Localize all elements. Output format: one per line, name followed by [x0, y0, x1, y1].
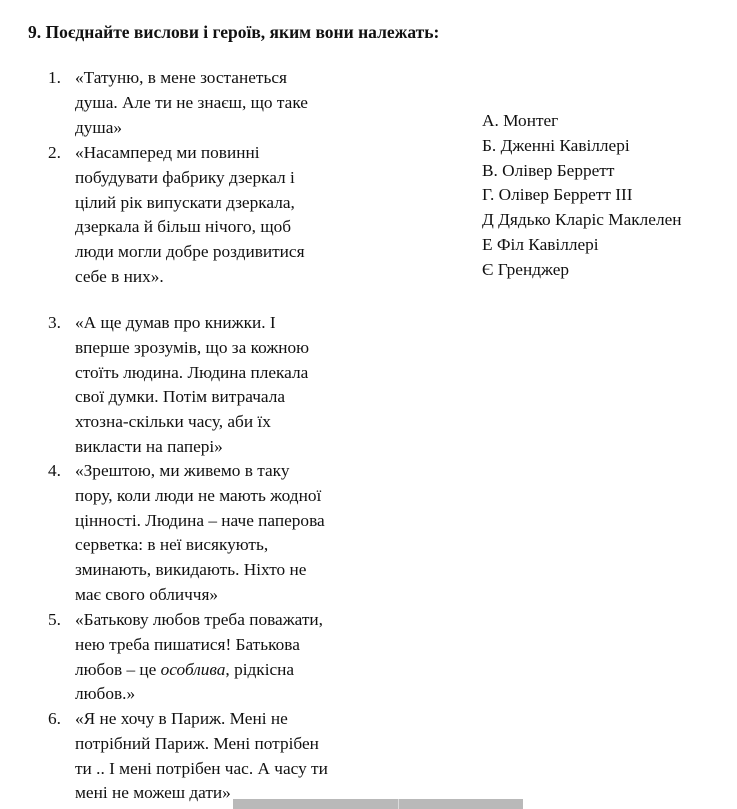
quote-number: 4.: [48, 461, 61, 480]
answer-item: Б. Дженні Кавіллері: [482, 135, 630, 155]
quote-line: пору, коли люди не мають жодної: [75, 485, 322, 505]
quote-line: побудувати фабрику дзеркал і: [75, 167, 295, 187]
quote-line: «Насамперед ми повинні: [75, 143, 260, 162]
quote-line: люди могли добре роздивитися: [75, 242, 305, 262]
quote-text: [75, 66, 358, 140]
quote-line: цінності. Людина – наче паперова: [75, 510, 325, 530]
quote-text: [75, 141, 358, 290]
quote-line: «А ще думав про книжки. І: [75, 313, 276, 332]
quote-line: «Батькову любов треба поважати,: [75, 610, 323, 629]
quote-line: «Я не хочу в Париж. Мені не: [75, 709, 288, 728]
quote-number: 3.: [48, 313, 61, 332]
quote-line: вперше зрозумів, що за кожною: [75, 337, 310, 357]
quote-line: [75, 660, 294, 679]
quote-line: «Зрештою, ми живемо в таку: [75, 461, 290, 480]
answer-item: А. Монтег: [482, 111, 559, 130]
italic-word: особлива: [160, 659, 226, 679]
quote-line: ти .. І мені потрібен час. А часу ти: [75, 758, 328, 778]
answer-item: В. Олівер Берретт: [482, 160, 615, 180]
bar-divider: [398, 799, 399, 809]
answer-item: Е Філ Кавіллері: [482, 234, 599, 254]
bottom-scroll-bar[interactable]: [233, 799, 523, 809]
quote-text: [75, 459, 358, 608]
quote-line: мені не можеш дати»: [75, 783, 231, 803]
quote-number: 6.: [48, 709, 61, 728]
quote-line: має свого обличчя»: [75, 584, 219, 604]
quote-2: [48, 141, 358, 290]
quote-line: стоїть людина. Людина плекала: [75, 362, 309, 382]
quote-4: [48, 459, 358, 608]
quote-number: 5.: [48, 610, 61, 629]
quote-line-part: , рідкісна: [225, 659, 295, 679]
answers-list: [482, 109, 682, 283]
quote-line: дзеркала й більш нічого, щоб: [75, 217, 292, 237]
quote-5: [48, 608, 358, 707]
quote-line: цілий рік випускати дзеркала,: [75, 192, 295, 212]
quote-line: потрібний Париж. Мені потрібен: [75, 733, 319, 753]
quote-line: себе в них».: [75, 266, 164, 286]
quote-line: нею треба пишатися! Батькова: [75, 634, 300, 654]
answer-item: Д Дядько Кларіс Маклелен: [482, 210, 682, 230]
answer-item: Є Гренджер: [482, 259, 570, 279]
quote-text: [75, 311, 358, 460]
quote-line: свої думки. Потім витрачала: [75, 387, 285, 407]
quote-number: 2.: [48, 143, 61, 162]
quote-line: любов.»: [75, 684, 136, 704]
quote-line: душа»: [75, 117, 123, 137]
quote-text: [75, 608, 358, 707]
quote-6: [48, 707, 358, 806]
quote-1: [48, 66, 358, 140]
quote-3: [48, 311, 358, 460]
quote-line: зминають, викидають. Ніхто не: [75, 560, 307, 580]
quote-line-part: любов – це: [75, 659, 161, 679]
task-title: 9. Поєднайте вислови і героїв, яким вони належать:: [28, 22, 440, 42]
quote-line: «Татуню, в мене зостанеться: [75, 68, 287, 87]
answer-item: Г. Олівер Берретт ІІІ: [482, 185, 633, 205]
quote-line: серветка: в неї висякують,: [75, 535, 269, 555]
quote-line: хтозна-скільки часу, аби їх: [75, 412, 271, 432]
quote-line: душа. Але ти не знаєш, що таке: [75, 92, 308, 112]
quote-line: викласти на папері»: [75, 436, 223, 456]
quote-number: 1.: [48, 68, 61, 87]
quote-text: [75, 707, 358, 806]
